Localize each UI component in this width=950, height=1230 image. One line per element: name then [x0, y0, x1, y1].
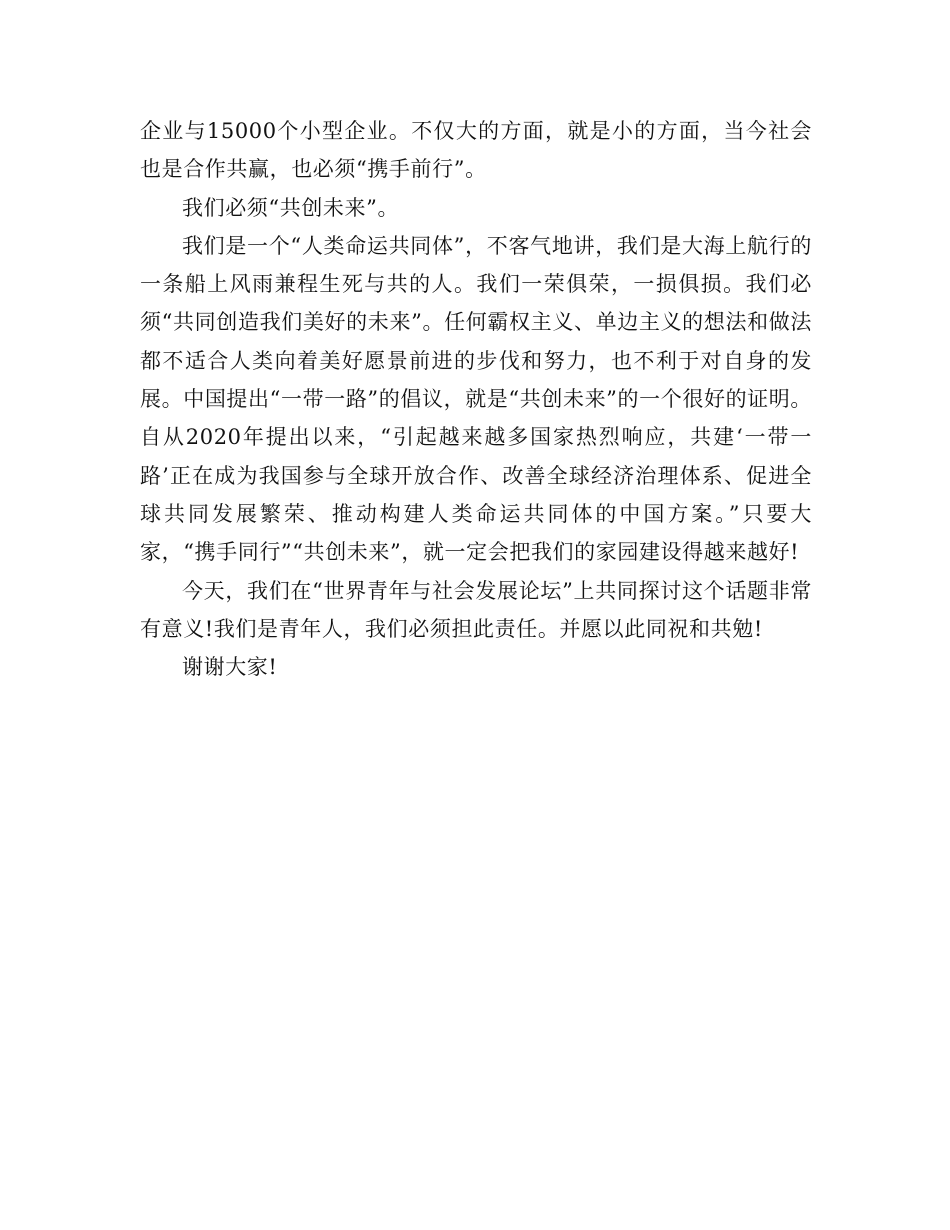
paragraph-shared-future: 我们是一个“人类命运共同体”，不客气地讲，我们是大海上航行的一条船上风雨兼程生死与共的人。我们一荣俱荣，一损俱损。我们必须“共同创造我们美好的未来”。任何霸权主义、单边主义的想法和做法都不适合人类向着美好愿景前进的步伐和努力，也不利于对自身的发展。中国提出“一带一路”的倡议，就是“共创未来”的一个很好的证明。自从2020年提出以来，“引起越来越多国家热烈响应，共建‘一带一路’正在成为我国参与全球开放合作、改善全球经济治理体系、促进全球共同发展繁荣、推动构建人类命运共同体的中国方案。”只要大家，“携手同行”“共创未来”，就一定会把我们的家园建设得越来越好!	[140, 233, 812, 565]
document-body	[140, 112, 812, 686]
paragraph-thanks: 谢谢大家!	[182, 655, 278, 680]
paragraph-forum: 今天，我们在“世界青年与社会发展论坛”上共同探讨这个话题非常有意义!我们是青年人，我们必须担此责任。并愿以此同祝和共勉!	[140, 578, 812, 641]
paragraph-continuation: 企业与15000个小型企业。不仅大的方面，就是小的方面，当今社会也是合作共赢，也必须“携手前行”。	[140, 119, 812, 182]
paragraph-co-create-future: 我们必须“共创未来”。	[182, 195, 400, 220]
